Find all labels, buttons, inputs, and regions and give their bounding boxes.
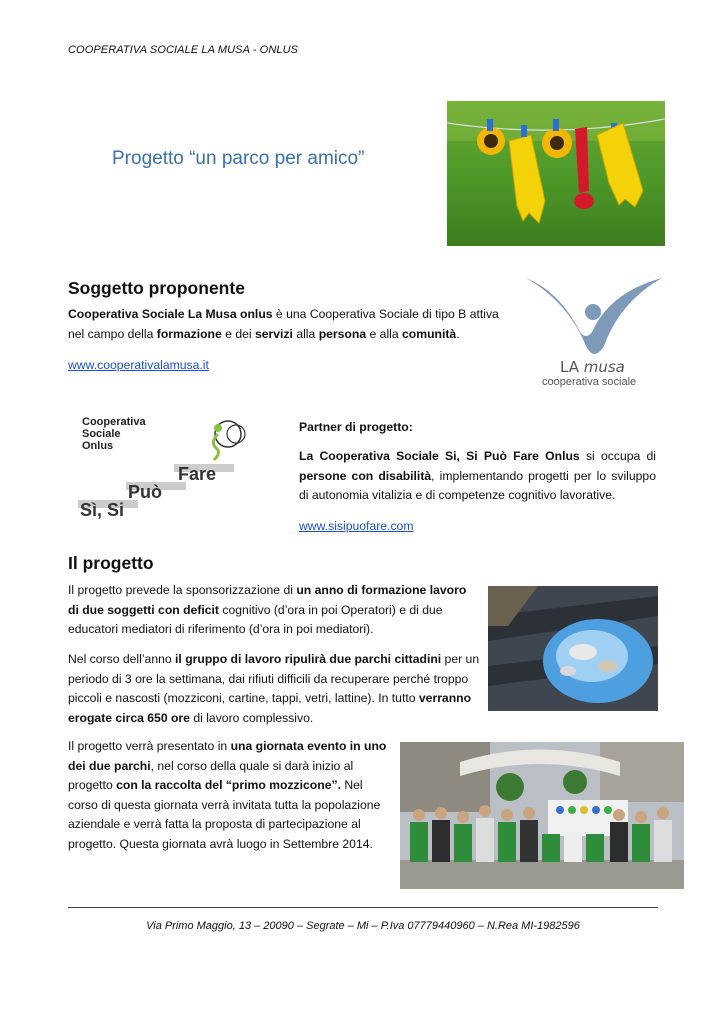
- logo-line-1: Cooperativa: [82, 416, 146, 428]
- page-title: Progetto “un parco per amico”: [112, 148, 365, 169]
- footer-divider: [68, 907, 658, 908]
- lamusa-logo-subtitle: cooperativa sociale: [542, 376, 637, 388]
- project-paragraph-1: Il progetto prevede la sponsorizzazione di un anno di formazione lavoro di due soggetti con deficit cognitivo (d’ora in poi Operatori) e di due educatori mediatori di riferimento (d’ora in poi mediatori).: [68, 583, 467, 636]
- lamusa-website-link[interactable]: www.cooperativalamusa.it: [68, 358, 209, 372]
- lamusa-logo-name: LA: [560, 358, 579, 376]
- logo-word-fare: Fare: [178, 464, 217, 484]
- project-paragraph-2: Nel corso dell’anno il gruppo di lavoro ripulirà due parchi cittadini per un periodo di 3 ore la settimana, dai rifiuti difficili da recuperare perché troppo piccoli e nascosti (mozziconi, cartine, tappi, vetri, lattine). In tutto verranno erogate circa 650 ore di lavoro complessivo.: [68, 652, 480, 725]
- page-footer: Via Primo Maggio, 13 – 20090 – Segrate – Mi – P.Iva 07779440960 – N.Rea MI-1982596: [146, 920, 580, 932]
- proponent-description: Cooperativa Sociale La Musa onlus è una Cooperativa Sociale di tipo B attiva nel campo della formazione e dei servizi alla persona e alla comunità.: [68, 307, 499, 341]
- lamusa-logo-name2: musa: [583, 358, 625, 376]
- partner-heading: Partner di progetto:: [299, 420, 413, 434]
- section-heading-project: Il progetto: [68, 553, 154, 573]
- group-event-photo: [400, 742, 684, 889]
- lamusa-logo: [520, 272, 670, 392]
- section-heading-proponent: Soggetto proponente: [68, 278, 245, 298]
- logo-line-3: Onlus: [82, 440, 114, 452]
- project-paragraph-3: Il progetto verrà presentato in una giornata evento in uno dei due parchi, nel corso della quale si darà inizio al progetto con la raccolta del “primo mozzicone”. Nel corso di questa giornata verrà invitata tutta la popolazione aziendale e verrà fatta la proposta di partecipazione al progetto. Questa giornata avrà luogo in Settembre 2014.: [68, 739, 387, 851]
- clothesline-photo: [447, 101, 665, 246]
- partner-description: La Cooperativa Sociale Si, Si Può Fare Onlus si occupa di persone con disabilità, implementando progetti per lo sviluppo di autonomia vitalizia e di competenze cognitivo lavorative.: [299, 449, 656, 502]
- sisipuofare-logo: [78, 412, 258, 527]
- sisipuofare-website-link[interactable]: www.sisipuofare.com: [299, 519, 414, 533]
- logo-word-puo: Può: [128, 482, 162, 502]
- page-header: COOPERATIVA SOCIALE LA MUSA - ONLUS: [68, 44, 299, 56]
- trash-bag-photo: [488, 586, 658, 711]
- logo-line-2: Sociale: [82, 428, 121, 440]
- logo-word-sisi: Sì, Si: [80, 500, 125, 520]
